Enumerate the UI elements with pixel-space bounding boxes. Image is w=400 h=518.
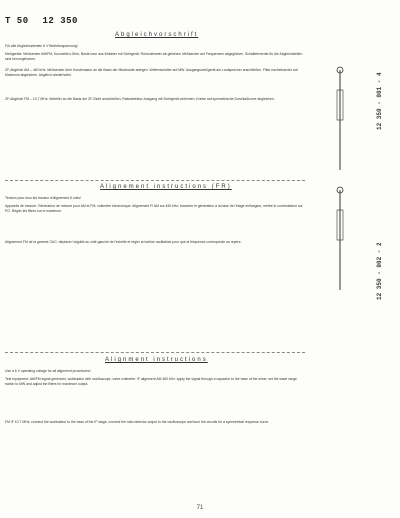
- paragraph: Use a 6 V operating voltage for all alignment procedures!: [5, 369, 91, 373]
- section-title: Alignment instructions: [105, 357, 208, 363]
- paragraph: ZF-Abgleich FM – 10,7 MHz: Wobbler an die Basis der ZF-Stufe anschließen, Ratiodetektor-Ausgang mit Sichtgerät verbinden. Kreise auf symmetrische Durchlaßkurve abgleichen.: [5, 97, 275, 101]
- section-title: Alignement instructions (FR): [100, 184, 232, 190]
- page-code: T 50: [5, 16, 29, 26]
- probe-illustration: [318, 50, 368, 310]
- page-number: 71: [196, 505, 204, 511]
- side-label-lower: 12 350 - 002 - 2: [376, 242, 383, 300]
- page-header: [5, 16, 86, 26]
- section-title: Abgleichvorschrift: [115, 32, 199, 38]
- paragraph: Alignement FM de la gamme OUC: déplacer l'aiguille au côté gauche de l'échelle et régler la bobine oscillatrice pour que la fréquence corresponde au repère.: [5, 240, 242, 244]
- paragraph: Tension pour tous les travaux d'alignement 6 volts!: [5, 196, 81, 200]
- side-label-upper: 12 350 - 001 - 4: [376, 72, 383, 130]
- paragraph: Test equipment: AM/FM signal generator, wobbulator with oscilloscope, valve voltmeter. IF alignment AM 460 kHz: apply the signal through a capacitor to the base of the mixer, set the wave range switch to MW and adjust the filters for maximum output.: [5, 377, 297, 386]
- section-divider: [5, 180, 305, 181]
- paragraph: Meßgeräte: Meßsender AM/FM, Kurzwellen-Ohm, Beste tone aus Wobbler mit Sichtgerät. Rohrvoltmeter ab gleichem Meßsender auf Frequenzen abgeglichen. Schaltelemente für die Abgleichstellen sind hervorgehoben.: [5, 52, 303, 61]
- model-number: 12 350: [42, 16, 78, 26]
- paragraph: Für alle Abgleicharbeiten 6 V Betriebsspannung!: [5, 44, 78, 48]
- paragraph: ZF-Abgleich AM – 460 kHz: Meßsender über Kondensator an die Basis der Mischstufe anlegen. Wellenschalter auf MW. Ausgangsmeßgerät am Lautsprecher anschließen. Filter nacheinander auf Maximum abgleichen. Abgleich wiederholen.: [5, 68, 298, 77]
- probe-drawing: [318, 50, 368, 310]
- paragraph: Appareils de mesure: Générateur de mesure pour AM et FM, voltmètre électronique. Alignement FI AM sur 460 kHz: brancher le générateur à la base de l'étage mélangeur, mettre le commutateur sur PO. Régler les filtres sur le maximum.: [5, 204, 303, 213]
- section-divider: [5, 352, 305, 353]
- paragraph: FM IF 10.7 MHz: connect the wobbulator to the base of the IF stage, connect the ratio detector output to the oscilloscope and tune the circuits for a symmetrical response curve.: [5, 420, 270, 424]
